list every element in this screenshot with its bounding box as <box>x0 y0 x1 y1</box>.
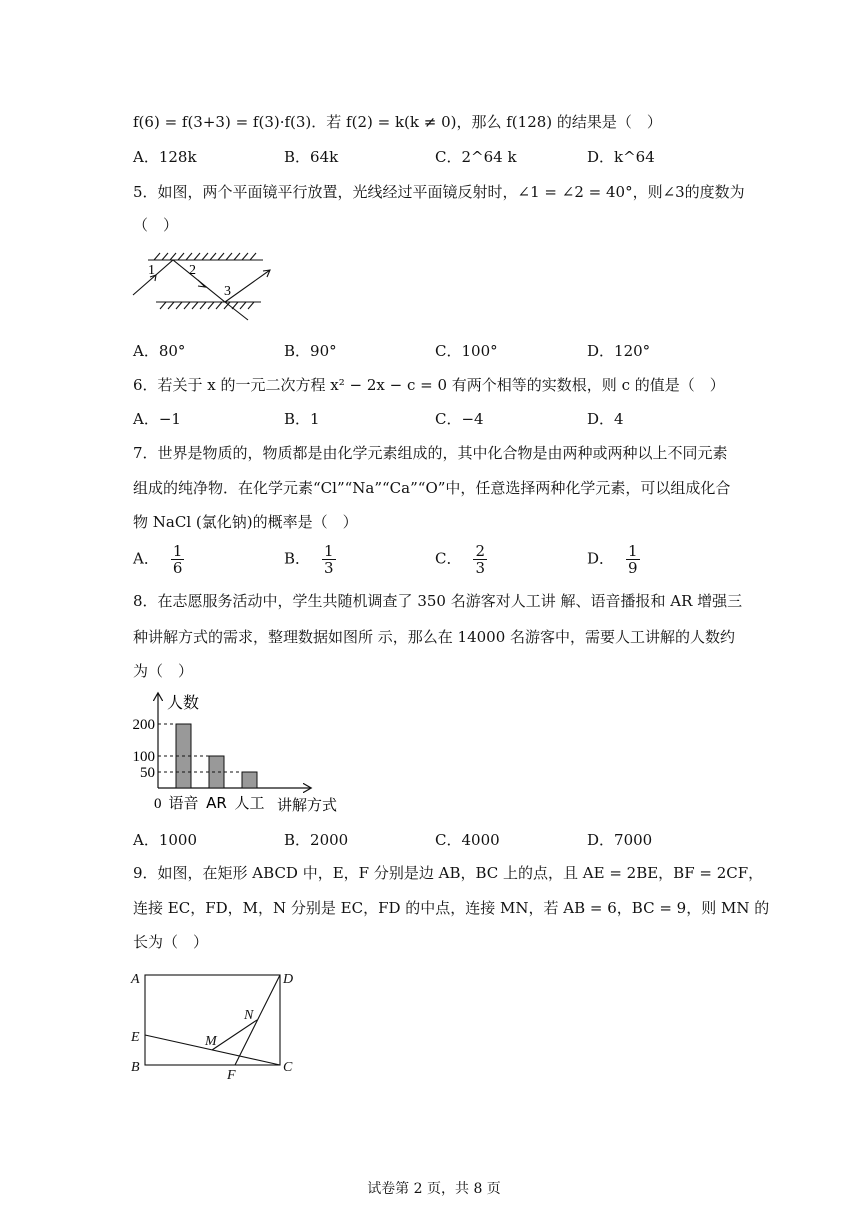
q7-stem-line1: 7．世界是物质的，物质都是由化学元素组成的，其中化合物是由两种或两种以上不同元素 <box>133 444 728 462</box>
q5-option-c: C．100° <box>435 342 498 360</box>
q7-option-c <box>435 543 487 576</box>
q7-stem-line2: 组成的纯净物．在化学元素“Cl”“Na”“Ca”“O”中，任意选择两种化学元素，可以组成化合 <box>133 479 731 497</box>
q5-option-b: B．90° <box>284 342 337 360</box>
page-footer: 试卷第 2 页，共 8 页 <box>367 1181 501 1197</box>
category-label: 语音 <box>168 794 199 812</box>
option-label: D． <box>587 549 615 568</box>
denominator: 3 <box>475 559 486 577</box>
category-label: 人工 <box>234 794 265 812</box>
q4-option-b: B．64k <box>284 148 339 166</box>
fraction <box>322 543 336 576</box>
q5-option-a: A．80° <box>133 342 186 360</box>
point-m: M <box>205 1034 217 1049</box>
q6-option-d: D．4 <box>587 410 624 428</box>
q6-stem: 6．若关于 x 的一元二次方程 x² − 2x − c = 0 有两个相等的实数根，则 c 的值是（ ） <box>133 376 725 394</box>
q6-option-b: B．1 <box>284 410 320 428</box>
vertex-d: D <box>283 972 294 987</box>
q7-option-a <box>133 543 184 576</box>
q9-rectangle-figure <box>128 965 303 1085</box>
vertex-b: B <box>131 1060 140 1075</box>
q8-stem-line1: 8．在志愿服务活动中，学生共随机调查了 350 名游客对人工讲 解、语音播报和 AR 增强三 <box>133 592 743 610</box>
q8-option-a: A．1000 <box>133 831 198 849</box>
q9-stem-line3: 长为（ ） <box>133 933 209 951</box>
fraction <box>171 543 185 576</box>
denominator: 3 <box>324 559 334 577</box>
y-tick-label: 200 <box>132 717 155 733</box>
y-tick-label: 100 <box>132 749 155 765</box>
q6-option-a: A．−1 <box>133 410 181 428</box>
fraction <box>626 543 640 576</box>
q5-angle-2: 2 <box>189 263 196 278</box>
option-label: A． <box>133 549 159 568</box>
q8-stem-line3: 为（ ） <box>133 662 194 680</box>
y-axis-label: 人数 <box>167 693 200 712</box>
q4-option-a: A．128k <box>133 148 197 166</box>
bar-AR <box>209 756 224 788</box>
numerator: 1 <box>628 542 638 560</box>
q5-angle-3: 3 <box>224 284 231 299</box>
point-e: E <box>131 1030 140 1045</box>
q8-bar-chart <box>125 688 355 818</box>
numerator: 1 <box>324 542 334 560</box>
q9-stem-line2: 连接 EC，FD，M，N 分别是 EC，FD 的中点，连接 MN，若 AB = 6，BC = 9，则 MN 的 <box>133 899 770 917</box>
q8-option-d: D．7000 <box>587 831 653 849</box>
y-tick-label: 50 <box>140 765 155 781</box>
q4-option-c: C．2^64 k <box>435 148 517 166</box>
q7-option-b <box>284 543 336 576</box>
q7-option-d <box>587 543 640 576</box>
q5-stem-line1: 5．如图，两个平面镜平行放置，光线经过平面镜反射时，∠1 = ∠2 = 40°，则∠3的度数为 <box>133 183 745 201</box>
q7-stem-line3: 物 NaCl (氯化钠)的概率是（ ） <box>133 513 358 531</box>
point-n: N <box>244 1008 254 1023</box>
origin-label: 0 <box>154 796 162 812</box>
q8-option-b: B．2000 <box>284 831 349 849</box>
q4-stem: f(6) = f(3+3) = f(3)·f(3)．若 f(2) = k(k ≠ 0)，那么 f(128) 的结果是（ ） <box>133 113 662 131</box>
x-axis-label: 讲解方式 <box>277 796 338 814</box>
category-label: AR <box>206 794 227 812</box>
q8-option-c: C．4000 <box>435 831 500 849</box>
q5-option-d: D．120° <box>587 342 651 360</box>
numerator: 1 <box>172 542 183 560</box>
q4-option-d: D．k^64 <box>587 148 655 166</box>
denominator: 9 <box>628 559 638 577</box>
fraction <box>473 543 487 576</box>
q5-mirror-figure <box>128 250 278 322</box>
bar-人工 <box>242 772 257 788</box>
q9-stem-line1: 9．如图，在矩形 ABCD 中，E，F 分别是边 AB，BC 上的点，且 AE = 2BE，BF = 2CF， <box>133 864 764 882</box>
option-label: B． <box>284 549 311 568</box>
q8-stem-line2: 种讲解方式的需求，整理数据如图所 示，那么在 14000 名游客中，需要人工讲解的人数约 <box>133 628 736 646</box>
vertex-c: C <box>283 1060 293 1075</box>
vertex-a: A <box>131 972 140 987</box>
denominator: 6 <box>172 559 183 577</box>
q6-option-c: C．−4 <box>435 410 484 428</box>
option-label: C． <box>435 549 462 568</box>
q5-stem-line2: （ ） <box>133 216 179 234</box>
numerator: 2 <box>475 542 486 560</box>
q5-angle-1: 1 <box>148 263 155 278</box>
point-f: F <box>227 1068 236 1083</box>
